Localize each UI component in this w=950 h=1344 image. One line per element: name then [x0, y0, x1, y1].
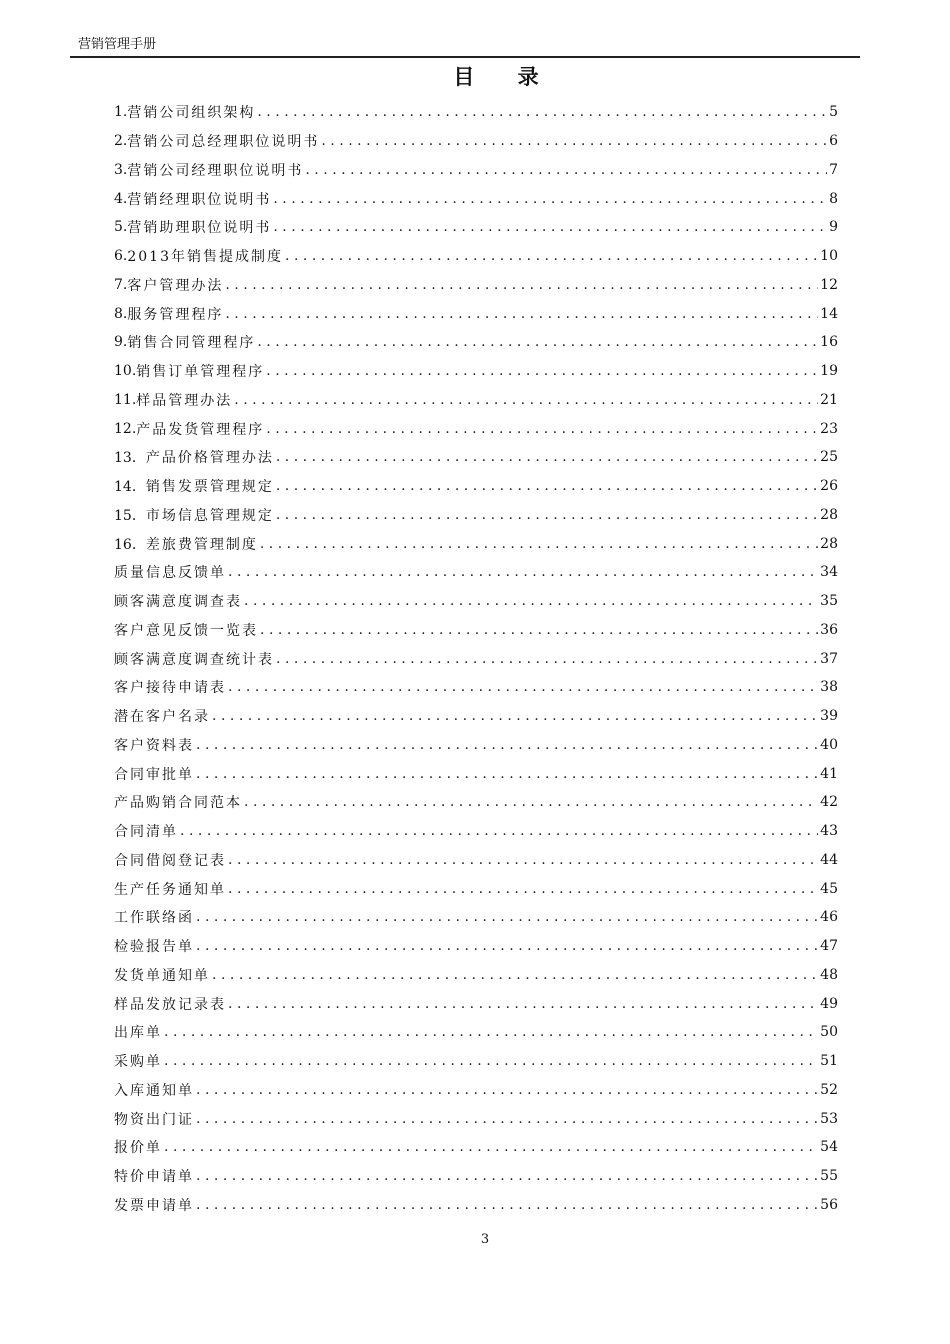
toc-dot-leader [180, 823, 818, 839]
toc-entry[interactable] [114, 1191, 838, 1220]
toc-dot-leader [225, 277, 818, 293]
toc-entry-page: 42 [820, 794, 838, 811]
page-header [70, 36, 860, 58]
toc-entry-title: 出库单 [114, 1025, 162, 1042]
toc-entry-title: 营销助理职位说明书 [127, 220, 272, 237]
toc-dot-leader [164, 1139, 818, 1155]
header-title: 营销管理手册 [78, 37, 157, 52]
toc-dot-leader [285, 248, 818, 264]
toc-entry[interactable] [114, 817, 838, 846]
toc-entry-title: 合同清单 [114, 824, 178, 841]
toc-dot-leader [196, 766, 818, 782]
toc-entry-title: 客户意见反馈一览表 [114, 622, 258, 639]
toc-entry-title: 潜在客户名录 [114, 709, 210, 726]
toc-dot-leader [164, 1053, 818, 1069]
toc-dot-leader [266, 421, 818, 437]
toc-dot-leader [196, 1168, 818, 1184]
toc-entry-page: 23 [820, 420, 838, 437]
toc-entry[interactable] [114, 357, 838, 386]
toc-entry-page: 34 [820, 564, 838, 581]
toc-dot-leader [266, 363, 818, 379]
toc-dot-leader [196, 1111, 818, 1127]
toc-entry-page: 39 [820, 708, 838, 725]
toc-dot-leader [244, 794, 818, 810]
toc-entry[interactable] [114, 1133, 838, 1162]
toc-list [114, 98, 838, 1219]
toc-entry[interactable] [114, 673, 838, 702]
toc-entry-number: 10. [114, 363, 137, 380]
toc-dot-leader [196, 909, 818, 925]
toc-entry-page: 8 [829, 190, 838, 207]
toc-dot-leader [276, 507, 818, 523]
toc-dot-leader [212, 967, 818, 983]
toc-entry[interactable] [114, 903, 838, 932]
toc-entry[interactable] [114, 213, 838, 242]
page-number: 3 [480, 1232, 490, 1247]
toc-entry-number: 3. [114, 161, 128, 178]
toc-entry-page: 35 [820, 593, 838, 610]
toc-dot-leader [196, 938, 818, 954]
toc-entry-title: 合同借阅登记表 [114, 852, 226, 869]
toc-entry-page: 10 [820, 248, 838, 265]
toc-entry-title: 差旅费管理制度 [145, 536, 258, 553]
toc-entry-page: 5 [829, 104, 838, 121]
toc-dot-leader [196, 1082, 818, 1098]
toc-entry-title: 样品管理办法 [136, 392, 233, 409]
toc-dot-leader [321, 133, 827, 149]
toc-entry[interactable] [114, 1076, 838, 1105]
toc-entry-page: 7 [829, 161, 838, 178]
toc-entry[interactable] [114, 271, 838, 300]
toc-entry[interactable] [114, 529, 838, 558]
toc-entry-number: 4. [114, 190, 128, 207]
toc-entry-number: 2. [114, 133, 128, 150]
toc-entry[interactable] [114, 702, 838, 731]
toc-entry[interactable] [114, 1047, 838, 1076]
toc-entry-page: 44 [820, 851, 838, 868]
toc-entry-number: 6. [114, 248, 128, 265]
toc-entry[interactable] [114, 558, 838, 587]
toc-entry-title: 销售合同管理程序 [127, 335, 256, 352]
toc-entry-page: 55 [820, 1168, 838, 1185]
toc-entry-number: 13． [114, 450, 146, 467]
toc-dot-leader [228, 679, 818, 695]
toc-entry-number: 14． [114, 479, 146, 496]
toc-entry[interactable] [114, 156, 838, 185]
toc-entry[interactable] [114, 242, 838, 271]
toc-entry-title: 客户管理办法 [127, 277, 224, 294]
toc-entry-title: 特价申请单 [114, 1169, 194, 1186]
toc-dot-leader [305, 162, 827, 178]
toc-entry-number: 8. [114, 305, 128, 322]
toc-entry-title: 产品价格管理办法 [145, 450, 274, 467]
toc-dot-leader [228, 852, 818, 868]
toc-entry-page: 28 [820, 506, 838, 523]
toc-entry-title: 合同审批单 [114, 766, 194, 783]
toc-entry-page: 51 [820, 1053, 838, 1070]
toc-entry-title: 市场信息管理规定 [145, 507, 274, 524]
toc-entry[interactable] [114, 961, 838, 990]
toc-entry-title: 检验报告单 [114, 939, 194, 956]
toc-dot-leader [257, 334, 818, 350]
toc-entry-page: 45 [820, 880, 838, 897]
toc-dot-leader [244, 593, 818, 609]
toc-dot-leader [234, 392, 818, 408]
toc-entry[interactable] [114, 874, 838, 903]
toc-dot-leader [260, 536, 818, 552]
toc-entry[interactable] [114, 644, 838, 673]
toc-entry[interactable] [114, 932, 838, 961]
toc-entry-title: 采购单 [114, 1054, 162, 1071]
toc-entry-number: 12. [114, 420, 137, 437]
toc-dot-leader [196, 737, 818, 753]
toc-entry-page: 28 [820, 535, 838, 552]
toc-entry-title: 样品发放记录表 [114, 996, 226, 1013]
toc-entry-number: 5. [114, 219, 128, 236]
toc-dot-leader [257, 104, 827, 120]
toc-entry-number: 15． [114, 507, 146, 524]
toc-entry-page: 54 [820, 1139, 838, 1156]
toc-entry-page: 53 [820, 1110, 838, 1127]
toc-entry[interactable] [114, 616, 838, 645]
toc-entry-number: 16． [114, 536, 146, 553]
toc-dot-leader [273, 191, 827, 207]
toc-entry[interactable] [114, 1162, 838, 1191]
toc-entry-title: 产品发货管理程序 [136, 421, 265, 438]
toc-entry[interactable] [114, 299, 838, 328]
toc-entry-number: 11. [114, 391, 137, 408]
toc-heading: 目 录 [453, 64, 557, 89]
toc-dot-leader [228, 881, 818, 897]
toc-entry[interactable] [114, 587, 838, 616]
toc-dot-leader [276, 449, 818, 465]
toc-entry-page: 49 [820, 995, 838, 1012]
toc-entry[interactable] [114, 1018, 838, 1047]
toc-entry-number: 9. [114, 334, 128, 351]
toc-entry-title: 营销公司组织架构 [127, 105, 256, 122]
toc-entry-title: 产品购销合同范本 [114, 795, 242, 812]
toc-dot-leader [196, 1197, 818, 1213]
toc-dot-leader [260, 622, 818, 638]
toc-entry[interactable] [114, 414, 838, 443]
toc-entry[interactable] [114, 788, 838, 817]
toc-entry[interactable] [114, 501, 838, 530]
toc-entry-page: 36 [820, 621, 838, 638]
toc-entry-page: 46 [820, 909, 838, 926]
toc-entry-title: 顾客满意度调查统计表 [114, 651, 274, 668]
toc-entry-title: 顾客满意度调查表 [114, 594, 242, 611]
toc-entry[interactable] [114, 759, 838, 788]
toc-entry-page: 26 [820, 478, 838, 495]
toc-entry-title: 报价单 [114, 1140, 162, 1157]
toc-entry[interactable] [114, 386, 838, 415]
toc-entry-page: 56 [820, 1196, 838, 1213]
toc-entry-page: 43 [820, 823, 838, 840]
toc-entry-title: 物资出门证 [114, 1111, 194, 1128]
toc-entry-title: 发票申请单 [114, 1197, 194, 1214]
toc-entry-title: 发货单通知单 [114, 967, 210, 984]
toc-entry-title: 客户接待申请表 [114, 680, 226, 697]
toc-entry-page: 52 [820, 1081, 838, 1098]
toc-entry-page: 9 [829, 219, 838, 236]
toc-entry-title: 工作联络函 [114, 910, 194, 927]
toc-entry[interactable] [114, 328, 838, 357]
toc-entry[interactable] [114, 472, 838, 501]
toc-entry-title: 营销公司经理职位说明书 [127, 162, 304, 179]
toc-dot-leader [228, 996, 818, 1012]
toc-entry-page: 37 [820, 650, 838, 667]
toc-entry-page: 38 [820, 679, 838, 696]
toc-dot-leader [228, 564, 818, 580]
toc-entry[interactable] [114, 731, 838, 760]
toc-entry-page: 41 [820, 765, 838, 782]
toc-entry-title: 销售发票管理规定 [145, 479, 274, 496]
toc-entry-title: 客户资料表 [114, 737, 194, 754]
toc-entry-title: 营销公司总经理职位说明书 [127, 134, 320, 151]
toc-entry-title: 入库通知单 [114, 1082, 194, 1099]
toc-entry-page: 14 [820, 305, 838, 322]
toc-entry[interactable] [114, 1104, 838, 1133]
toc-entry[interactable] [114, 127, 838, 156]
toc-entry-page: 12 [820, 276, 838, 293]
toc-entry[interactable] [114, 98, 838, 127]
toc-entry[interactable] [114, 846, 838, 875]
toc-entry-page: 21 [820, 391, 838, 408]
toc-entry-page: 50 [820, 1024, 838, 1041]
toc-entry-number: 1. [114, 104, 128, 121]
toc-entry-page: 19 [820, 363, 838, 380]
toc-entry-page: 47 [820, 938, 838, 955]
toc-dot-leader [225, 306, 818, 322]
toc-entry-title: 质量信息反馈单 [114, 565, 226, 582]
toc-entry[interactable] [114, 184, 838, 213]
toc-entry-title: 生产任务通知单 [114, 881, 226, 898]
toc-entry-title: 营销经理职位说明书 [127, 191, 272, 208]
toc-dot-leader [212, 708, 818, 724]
toc-entry-page: 40 [820, 736, 838, 753]
toc-entry[interactable] [114, 989, 838, 1018]
toc-entry-title: 销售订单管理程序 [136, 364, 265, 381]
toc-dot-leader [273, 219, 827, 235]
toc-entry-page: 6 [829, 133, 838, 150]
toc-entry-page: 48 [820, 966, 838, 983]
toc-entry-title: 服务管理程序 [127, 306, 224, 323]
toc-entry-number: 7. [114, 276, 128, 293]
toc-entry-title: 2013年销售提成制度 [127, 249, 283, 266]
toc-dot-leader [164, 1024, 818, 1040]
toc-entry[interactable] [114, 443, 838, 472]
toc-dot-leader [276, 478, 818, 494]
toc-entry-page: 25 [820, 449, 838, 466]
toc-dot-leader [276, 651, 818, 667]
toc-entry-page: 16 [820, 334, 838, 351]
